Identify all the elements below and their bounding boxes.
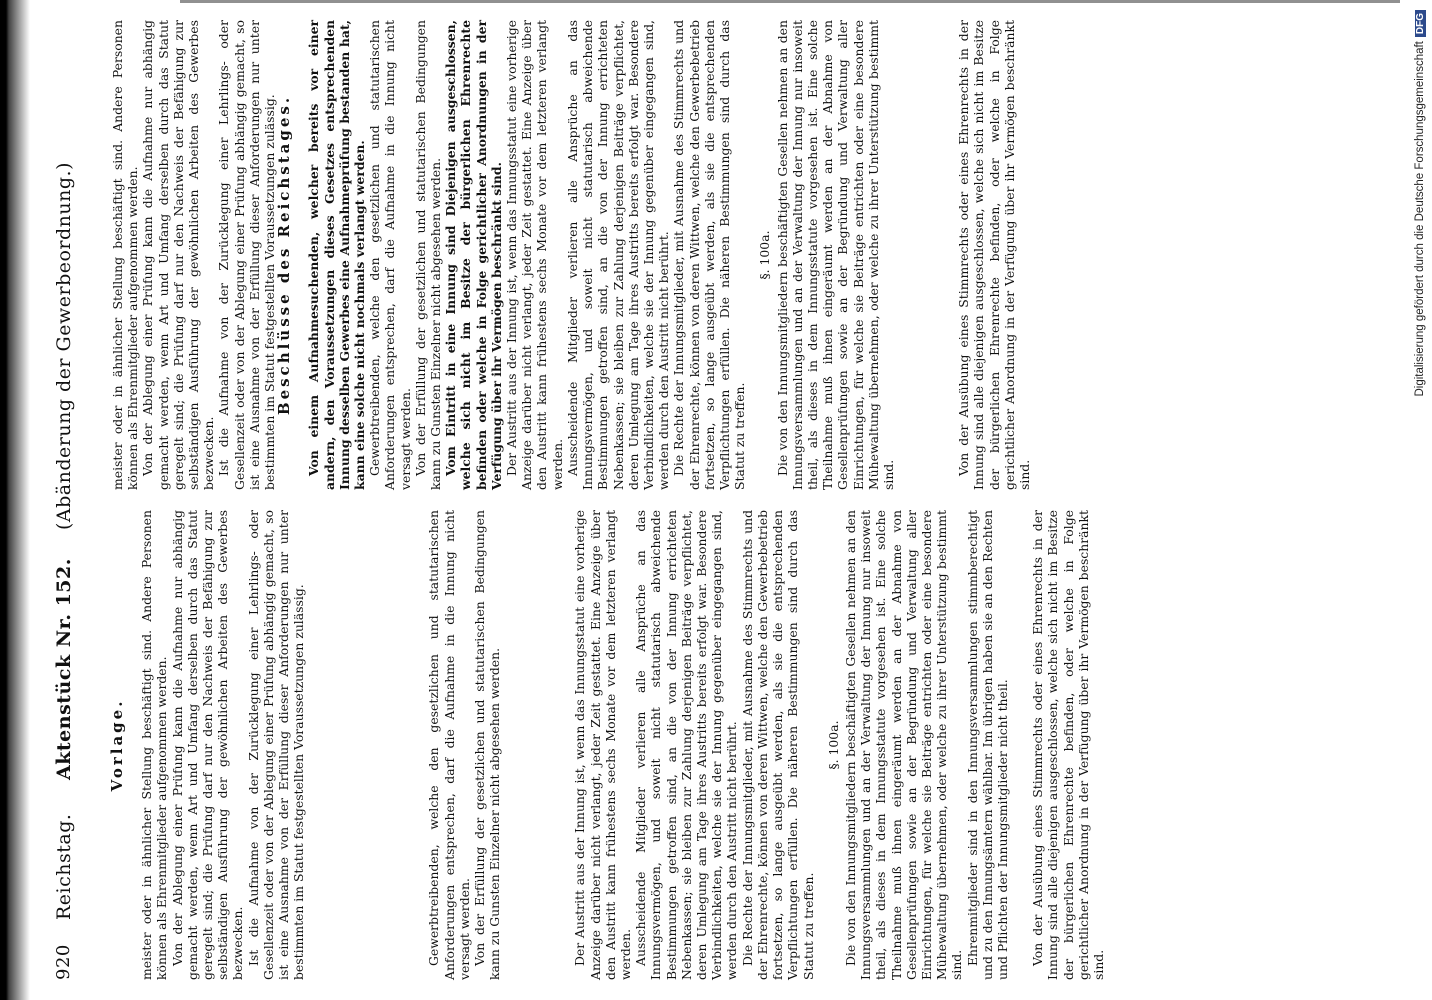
vorlage-paragraph: Ehrenmitglieder sind in den Innungsversammlungen stimmberechtigt und zu den Innungsämtern wählbar. Im übrigen haben sie an den Rechten und Pflichten der Innungsmitglieder nicht theil. <box>964 510 1010 980</box>
header-document-number: Aktenstück Nr. 152. <box>53 558 75 780</box>
beschluss-paragraph: Ist die Aufnahme von der Zurücklegung einer Lehrlings- oder Gesellenzeit oder von der Ablegung einer Prüfung abhängig gemacht, so ist eine Ausnahme von der Erfüllung dieser Anforderungen nur unter bestimmten im Statut festgestellten Voraussetzungen zulässig. <box>216 20 278 490</box>
vorlage-paragraph: Gewerbtreibenden, welche den gesetzlichen und statutarischen Anforderungen entsprechen, darf die Aufnahme in die Innung nicht versagt werden. <box>426 510 472 980</box>
column-gap <box>306 510 426 980</box>
section-number: §. 100a. <box>757 230 773 280</box>
vorlage-paragraph: Ist die Aufnahme von der Zurücklegung einer Lehrlings- oder Gesellenzeit oder von der Ablegung einer Prüfung abhängig gemacht, so ist eine Ausnahme von der Erfüllung dieser Anforderungen nur unter bestimmten im Statut festgestellten Voraussetzungen zulässig. <box>245 510 307 980</box>
beschluss-paragraph: Die von den Innungsmitgliedern beschäftigten Gesellen nehmen an den Innungsversammlungen und an der Verwaltung der Innung nur insoweit theil, als dieses in dem Innungsstatute vorgesehen ist. Eine solche Theilnahme muß ihnen eingeräumt werden an der Abnahme von Gesellenprüfungen sowie an der Begründung und Verwaltung aller Einrichtungen, für welche sie Beiträge entrichten oder eine besondere Mühewaltung übernehmen, oder welche zu ihrer Unterstützung bestimmt sind. <box>774 20 896 490</box>
beschluss-paragraph: Von der Ausübung eines Stimmrechts oder eines Ehrenrechts in der Innung sind alle diejenigen ausgeschlossen, welche sich nicht im Besitze der bürgerlichen Ehrenrechte befinden, oder welche in Folge gerichtlicher Anordnung in der Verfügung über ihr Vermögen beschränkt sind. <box>956 20 1032 490</box>
beschluss-paragraph-amended: Von einem Aufnahmesuchenden, welcher bereits vor einer andern, den Voraussetzungen dieses Gesetzes entsprechenden Innung desselben Gewerbes eine Aufnahmeprüfung bestanden hat, kann eine solche nicht nochmals verlangt werden. <box>306 20 368 490</box>
header-subject: (Abänderung der Gewerbeordnung.) <box>53 162 75 530</box>
digitization-credit <box>1412 6 1432 1000</box>
vorlage-paragraph: Von der Ablegung einer Prüfung kann die Aufnahme nur abhängig gemacht werden, wenn Art und Umfang derselben durch das Statut geregelt sind; die Prüfung darf nur den Nachweis der Befähigung zur selbständigen Ausführung der gewöhnlichen Arbeiten des Gewerbes bezwecken. <box>169 510 246 980</box>
vorlage-paragraph: Von der Ausübung eines Stimmrechts oder eines Ehrenrechts in der Innung sind alle diejenigen ausgeschlossen, welche sich nicht im Besitze der bürgerlichen Ehrenrechte befinden, oder welche in Folge gerichtlicher Anordnung in der Verfügung über ihr Vermögen beschränkt sind. <box>1030 510 1106 980</box>
column-beschluesse <box>110 20 1032 490</box>
vorlage-paragraph: meister oder in ähnlicher Stellung beschäftigt sind. Andere Personen können als Ehrenmitglieder aufgenommen werden. <box>139 510 170 980</box>
beschluss-paragraph: Gewerbtreibenden, welche den gesetzlichen und statutarischen Anforderungen entsprechen, darf die Aufnahme in die Innung nicht versagt werden. <box>367 20 413 490</box>
vorlage-paragraph: Die von den Innungsmitgliedern beschäftigten Gesellen nehmen an den Innungsversammlungen und an der Verwaltung der Innung nur insoweit theil, als dieses in dem Innungsstatute vorgesehen ist. Eine solche Theilnahme muß ihnen eingeräumt werden an der Abnahme von Gesellenprüfungen sowie an der Begründung und Verwaltung aller Einrichtungen, für welche sie Beiträge entrichten oder eine besondere Mühewaltung übernehmen, oder welche zu ihrer Unterstützung bestimmt sind. <box>842 510 965 980</box>
page-number: 920 <box>53 944 74 980</box>
header-source: Reichstag. <box>53 813 75 920</box>
vorlage-paragraph: Von der Erfüllung der gesetzlichen und statutarischen Bedingungen kann zu Gunsten Einzelner nicht abgesehen werden. <box>472 510 503 980</box>
beschluss-heading: Beschlüsse des Reichstages. <box>275 94 294 416</box>
vorlage-paragraph: Die Rechte der Innungsmitglieder, mit Ausnahme des Stimmrechts und der Ehrenrechte, können von deren Wittwen, welche den Gewerbebetrieb fortsetzen, so lange ausgeübt werden, als sie die entsprechenden Verpflichtungen erfüllen. Die näheren Bestimmungen sind durch das Statut zu treffen. <box>739 510 816 980</box>
beschluss-paragraph: Die Rechte der Innungsmitglieder, mit Ausnahme des Stimmrechts und der Ehrenrechte, können von deren Wittwen, welche den Gewerbebetrieb fortsetzen, so lange ausgeübt werden, als sie die entsprechenden Verpflichtungen erfüllen. Die näheren Bestimmungen sind durch das Statut zu treffen. <box>671 20 748 490</box>
beschluss-paragraph: Von der Ablegung einer Prüfung kann die Aufnahme nur abhängig gemacht werden, wenn Art und Umfang derselben durch das Statut geregelt sind; die Prüfung darf nur den Nachweis der Befähigung zur selbständigen Ausführung der gewöhnlichen Arbeiten des Gewerbes bezwecken. <box>140 20 217 490</box>
credit-text: Digitalisierung gefördert durch die Deutsche Forschungsgemeinschaft <box>1414 41 1426 397</box>
vorlage-heading: Vorlage. <box>108 698 126 792</box>
column-gap <box>1010 510 1030 980</box>
column-vorlage <box>110 510 1106 980</box>
running-header <box>45 20 85 980</box>
beschluss-paragraph-amended: Vom Eintritt in eine Innung sind Diejenigen ausgeschlossen, welche sich nicht im Besitze der bürgerlichen Ehrenrechte befinden oder welche in Folge gerichtlicher Anordnungen in der Verfügung über ihr Vermögen beschränkt sind. <box>443 20 504 490</box>
beschluss-paragraph: Von der Erfüllung der gesetzlichen und statutarischen Bedingungen kann zu Gunsten Einzelner nicht abgesehen werden. <box>412 20 444 490</box>
vorlage-paragraph: Der Austritt aus der Innung ist, wenn das Innungsstatut eine vorherige Anzeige darüber nicht verlangt, jeder Zeit gestattet. Eine Anzeige über den Austritt kann frühestens sechs Monate vor dem letzteren verlangt werden. <box>572 510 634 980</box>
credit-line <box>1414 10 1426 1000</box>
column-gap <box>502 510 572 980</box>
beschluss-paragraph: Der Austritt aus der Innung ist, wenn das Innungsstatut eine vorherige Anzeige darüber nicht verlangt, jeder Zeit gestattet. Eine Anzeige über den Austritt kann frühestens sechs Monate vor dem letzteren verlangt werden. <box>504 20 565 490</box>
beschluss-paragraph: meister oder in ähnlicher Stellung beschäftigt sind. Andere Personen können als Ehrenmitglieder aufgenommen werden. <box>110 20 141 490</box>
section-number: §. 100a. <box>825 720 841 770</box>
dfg-logo: DFG <box>1415 10 1426 37</box>
beschluss-paragraph: Ausscheidende Mitglieder verlieren alle Ansprüche an das Innungsvermögen, und soweit nicht statutarisch abweichende Bestimmungen getroffen sind, an die von der Innung errichteten Nebenkassen; sie bleiben zur Zahlung derjenigen Beiträge verpflichtet, deren Umlegung am Tage ihres Austritts bereits erfolgt war. Besondere Verbindlichkeiten, welche sie der Innung gegenüber eingegangen sind, werden durch den Austritt nicht berührt. <box>564 20 672 490</box>
column-gap <box>896 20 956 490</box>
vorlage-paragraph: Ausscheidende Mitglieder verlieren alle Ansprüche an das Innungsvermögen, und soweit nicht statutarisch abweichende Bestimmungen getroffen sind, an die von der Innung errichteten Nebenkassen; sie bleiben zur Zahlung derjenigen Beiträge verpflichtet, deren Umlegung am Tage ihres Austritts bereits erfolgt war. Besondere Verbindlichkeiten, welche sie der Innung gegenüber eingegangen sind, werden durch den Austritt nicht berührt. <box>633 510 740 980</box>
